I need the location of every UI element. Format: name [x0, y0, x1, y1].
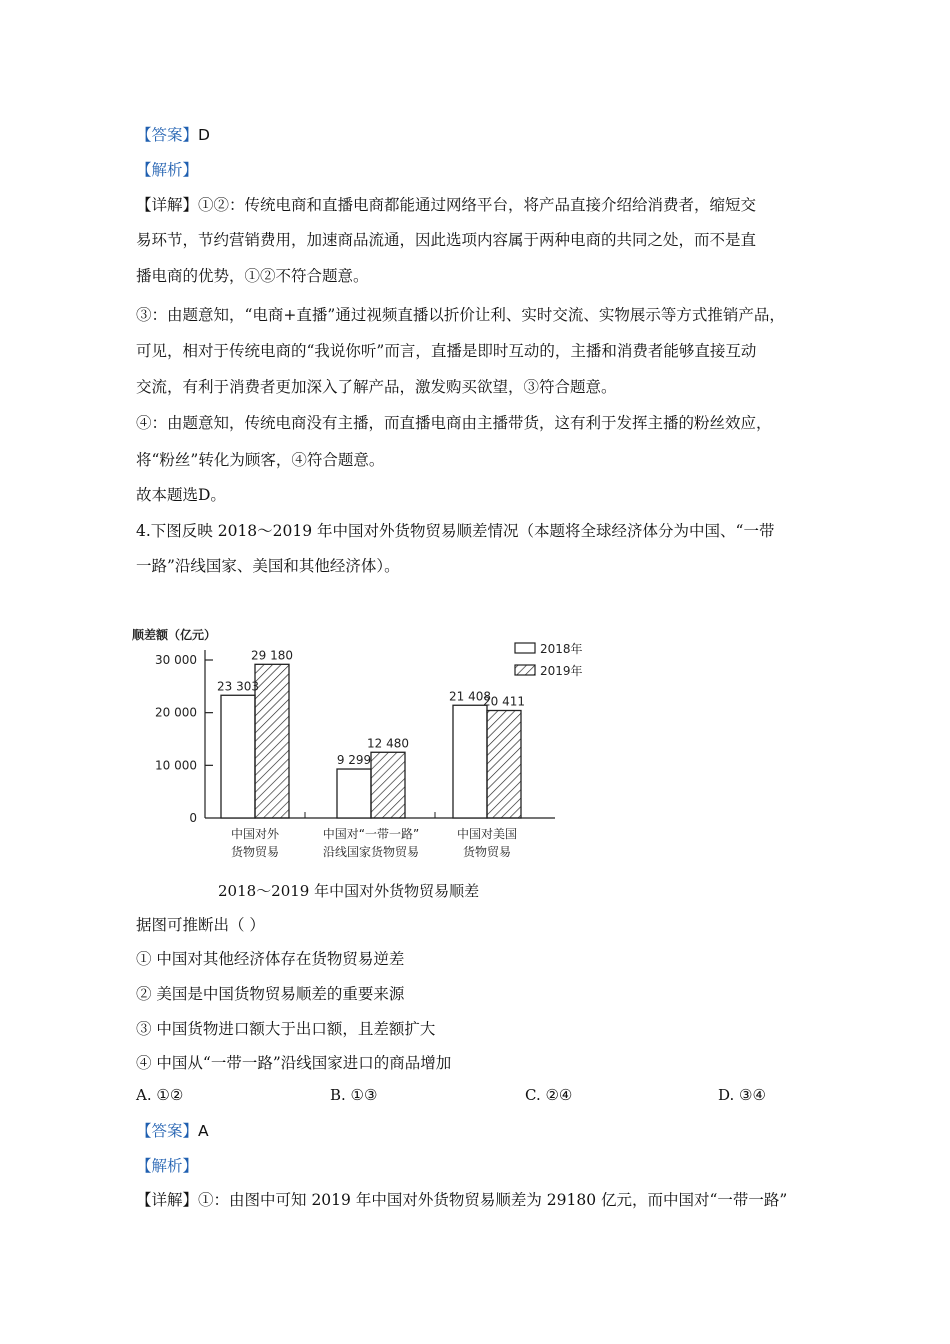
q4-detail-label: 【详解】	[136, 1191, 199, 1209]
option-a[interactable]: A. ①②	[136, 1086, 184, 1104]
bar-2018	[221, 695, 255, 818]
bar-2019	[487, 711, 521, 818]
q4-answer-label: 【答案】	[136, 1122, 199, 1140]
trade-surplus-chart	[130, 620, 600, 870]
y-tick-label: 10 000	[155, 758, 197, 773]
q3-answer-value: D	[198, 126, 210, 144]
category-label: 沿线国家货物贸易	[322, 845, 420, 859]
y-axis-title: 顺差额（亿元）	[132, 628, 217, 642]
data-label-2019: 29 180	[251, 648, 293, 663]
legend-swatch-2019	[515, 665, 535, 675]
q4-stem-line-1: 4.下图反映 2018～2019 年中国对外货物贸易顺差情况（本题将全球经济体分为中国、“一带	[136, 522, 775, 540]
q4-answer-line	[136, 1120, 209, 1142]
q3-text-8: 故本题选D。	[136, 486, 226, 504]
q4-statement-1: ① 中国对其他经济体存在货物贸易逆差	[136, 950, 405, 968]
data-label-2019: 20 411	[483, 694, 525, 709]
y-tick-label: 0	[189, 811, 197, 825]
legend-label-2019: 2019年	[540, 664, 583, 678]
category-label: 中国对美国	[456, 827, 518, 841]
q3-answer-line	[136, 124, 210, 146]
q4-stem-line-2: 一路”沿线国家、美国和其他经济体）。	[136, 557, 400, 575]
q4-analysis-label: 【解析】	[136, 1157, 199, 1175]
q3-text-6: ④：由题意知，传统电商没有主播，而直播电商由主播带货，这有利于发挥主播的粉丝效应，	[136, 414, 772, 432]
q3-text-0: ①②：传统电商和直播电商都能通过网络平台，将产品直接介绍给消费者，缩短交	[198, 196, 757, 214]
category-label: 货物贸易	[462, 845, 512, 859]
q3-detail-line-0	[136, 194, 756, 216]
data-label-2018: 23 303	[217, 679, 259, 694]
q3-text-1: 易环节，节约营销费用，加速商品流通，因此选项内容属于两种电商的共同之处，而不是直	[136, 231, 757, 249]
bar-2019	[371, 752, 405, 818]
q3-text-4: 可见，相对于传统电商的“我说你听”而言，直播是即时互动的，主播和消费者能够直接互动	[136, 342, 757, 360]
q4-statement-3: ③ 中国货物进口额大于出口额，且差额扩大	[136, 1020, 436, 1038]
q3-text-3: ③：由题意知，“电商+直播”通过视频直播以折价让利、实时交流、实物展示等方式推销产品，	[136, 306, 785, 324]
q3-text-2: 播电商的优势，①②不符合题意。	[136, 267, 369, 285]
q4-statement-4: ④ 中国从“一带一路”沿线国家进口的商品增加	[136, 1054, 452, 1072]
q4-answer-value: A	[198, 1122, 209, 1140]
option-d[interactable]: D. ③④	[718, 1086, 766, 1104]
option-c[interactable]: C. ②④	[525, 1086, 573, 1104]
y-tick-label: 30 000	[155, 653, 197, 667]
q4-statement-2: ② 美国是中国货物贸易顺差的重要来源	[136, 985, 405, 1003]
legend-swatch-2018	[515, 643, 535, 653]
q3-detail-label: 【详解】	[136, 196, 199, 214]
data-label-2019: 12 480	[367, 736, 409, 751]
q4-detail-line	[136, 1189, 787, 1211]
category-label: 中国对外	[230, 827, 280, 841]
q3-text-5: 交流，有利于消费者更加深入了解产品，激发购买欲望，③符合题意。	[136, 378, 617, 396]
option-b[interactable]: B. ①③	[330, 1086, 378, 1104]
data-label-2018: 21 408	[449, 689, 491, 704]
legend-label-2018: 2018年	[540, 642, 583, 656]
bar-2018	[453, 705, 487, 818]
bar-2019	[255, 664, 289, 818]
q3-analysis-label: 【解析】	[136, 161, 199, 179]
data-label-2018: 9 299	[336, 753, 372, 768]
chart-caption: 2018～2019 年中国对外货物贸易顺差	[218, 882, 480, 900]
bar-2018	[337, 769, 371, 818]
category-label: 货物贸易	[230, 845, 280, 859]
category-label: 中国对“一带一路”	[322, 827, 420, 841]
q4-detail-text: ①：由图中可知 2019 年中国对外货物贸易顺差为 29180 亿元，而中国对“一带一路”	[198, 1191, 788, 1209]
q3-answer-label: 【答案】	[136, 126, 199, 144]
q3-text-7: 将“粉丝”转化为顾客，④符合题意。	[136, 451, 385, 469]
y-tick-label: 20 000	[155, 705, 197, 720]
q4-prompt: 据图可推断出（ ）	[136, 916, 265, 934]
